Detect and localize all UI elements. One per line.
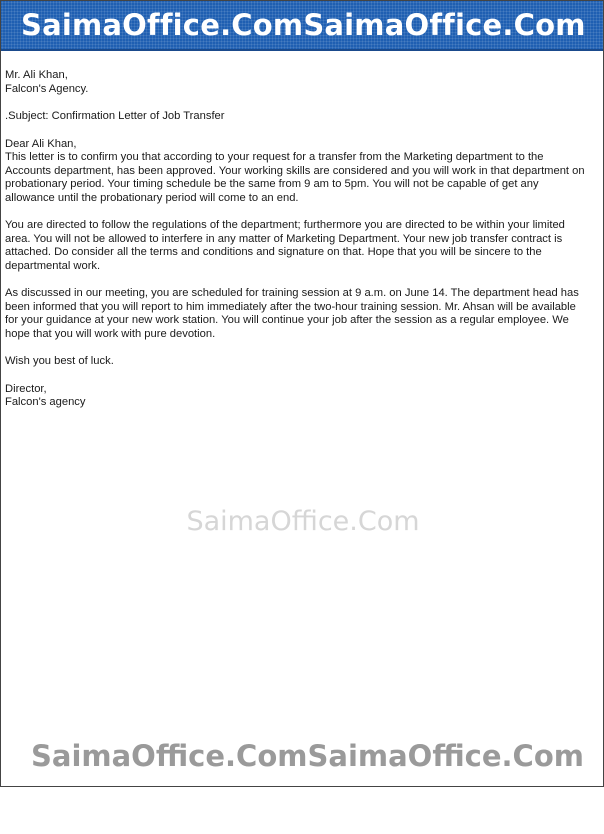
signer-org: Falcon's agency	[5, 396, 86, 408]
signer-title: Director,	[5, 382, 47, 395]
recipient-org: Falcon's Agency.	[5, 82, 89, 95]
paragraph-3: As discussed in our meeting, you are scheduled for training session at 9 a.m. on June 14. The department head has been informed that you will report to him immediately after the two-hour training session. Mr. Ahsan will be available for your guidance at your new work station. You will continue your job after the session as a regular employee. We hope that you will work with pure devotion.	[5, 287, 579, 340]
footer-banner	[1, 739, 603, 773]
header-brand-left: SaimaOffice.Com	[21, 8, 304, 42]
header-banner	[1, 1, 603, 51]
footer-brand-right: SaimaOffice.Com	[307, 739, 584, 773]
footer-brand-left: SaimaOffice.Com	[31, 739, 308, 773]
subject-line: .Subject: Confirmation Letter of Job Transfer	[5, 110, 225, 122]
header-brand-right: SaimaOffice.Com	[303, 8, 586, 42]
closing-line: Wish you best of luck.	[5, 355, 114, 367]
paragraph-1: This letter is to confirm you that according to your request for a transfer from the Marketing department to the Accounts department, has been approved. Your working skills are considered and you will work in that department on probationary period. Your timing schedule be the same from 9 am to 5pm. You will not be capable of get any allowance until the probationary period will come to an end.	[5, 151, 585, 204]
paragraph-2: You are directed to follow the regulations of the department; furthermore you are directed to be within your limited area. You will not be allowed to interfere in any matter of Marketing Department. Your new job transfer contract is attached. Do consider all the terms and conditions and signature on that. Hope that you will be sincere to the departmental work.	[5, 219, 565, 272]
letter-body	[5, 69, 585, 410]
recipient-name: Mr. Ali Khan,	[5, 69, 68, 81]
watermark-text: SaimaOffice.Com	[186, 506, 420, 537]
salutation: Dear Ali Khan,	[5, 137, 77, 150]
